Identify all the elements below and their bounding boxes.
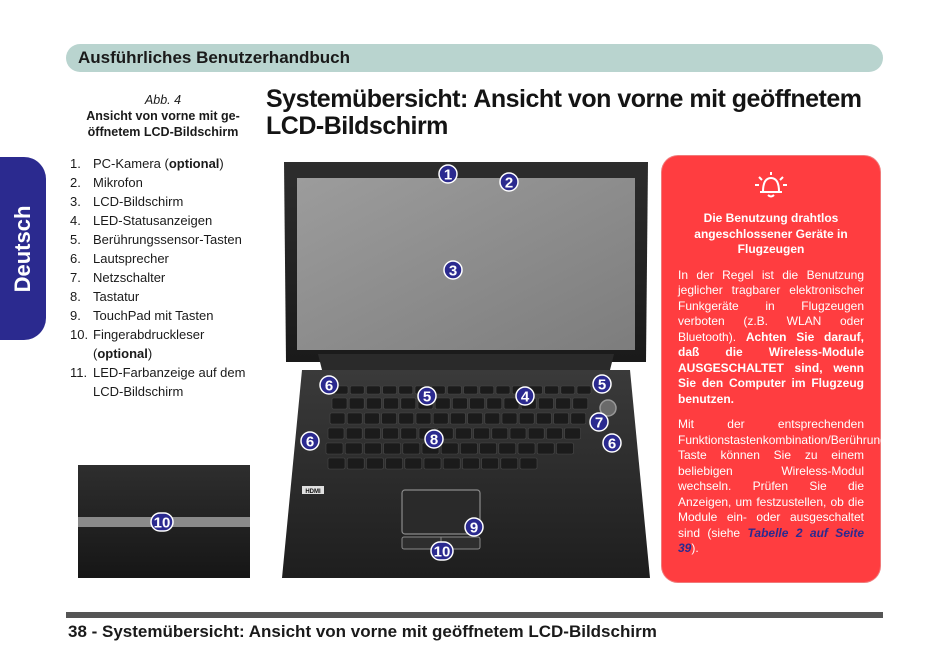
keyboard-key bbox=[382, 413, 397, 424]
laptop-front-photo bbox=[282, 158, 650, 578]
list-item-text: Berührungssensor-Tasten bbox=[93, 232, 242, 247]
page-heading-line1: Systemübersicht: Ansicht von vorne mit geöffnetem bbox=[266, 85, 862, 113]
keyboard-key bbox=[403, 443, 420, 454]
keyboard-key bbox=[435, 398, 450, 409]
keyboard-key bbox=[347, 458, 364, 469]
keyboard-key bbox=[383, 386, 397, 394]
callout-badge-number: 5 bbox=[597, 376, 607, 394]
list-item bbox=[70, 192, 260, 211]
callout-p2-text: Mit der entsprechenden Funktionstastenkombination/Berührungssensor-Taste können Sie zu einem beliebigen Wireless-Modul wechseln. Prüfen Sie die Anzeigen, um festzustellen, ob die Module ein- oder ausgeschaltet sind (siehe bbox=[678, 417, 933, 540]
keyboard-key bbox=[499, 443, 516, 454]
callout-badge-7 bbox=[590, 413, 608, 432]
keyboard-key bbox=[528, 428, 544, 439]
list-item-number: 4. bbox=[70, 213, 81, 228]
list-item-text: LCD-Bildschirm bbox=[93, 194, 184, 209]
callout-badge-number: 8 bbox=[429, 431, 439, 449]
list-item-number: 8. bbox=[70, 289, 81, 304]
keyboard-key bbox=[518, 443, 535, 454]
keyboard-key bbox=[349, 398, 364, 409]
keyboard-key bbox=[519, 413, 534, 424]
list-item bbox=[70, 249, 260, 268]
keyboard-key bbox=[577, 386, 591, 394]
keyboard-key bbox=[328, 458, 345, 469]
keyboard-key bbox=[346, 428, 362, 439]
callout-p2-end: ). bbox=[691, 541, 699, 555]
figure-caption bbox=[74, 92, 252, 140]
keyboard-key bbox=[556, 443, 573, 454]
keyboard-key bbox=[345, 443, 362, 454]
callout-badge-number: 6 bbox=[305, 433, 315, 451]
keyboard-key bbox=[537, 443, 554, 454]
keyboard-key bbox=[384, 443, 401, 454]
list-item bbox=[70, 306, 260, 325]
wireless-warning-icon bbox=[753, 170, 789, 198]
keyboard-key bbox=[485, 413, 500, 424]
keyboard-key bbox=[487, 398, 502, 409]
keyboard-key bbox=[441, 443, 458, 454]
keyboard-key bbox=[443, 458, 460, 469]
keyboard-key bbox=[556, 398, 571, 409]
list-item-number: 3. bbox=[70, 194, 81, 209]
keyboard-key bbox=[447, 386, 461, 394]
list-item-text: Lautsprecher bbox=[93, 251, 169, 266]
keyboard-key bbox=[328, 428, 344, 439]
page-heading-line2: LCD-Bildschirm bbox=[266, 112, 448, 140]
callout-badge-6 bbox=[301, 432, 319, 451]
keyboard-key bbox=[536, 413, 551, 424]
header-bar bbox=[66, 44, 883, 72]
keyboard-key bbox=[383, 428, 399, 439]
keyboard-key bbox=[366, 458, 383, 469]
callout-badge-number: 6 bbox=[324, 377, 334, 395]
footer-text: 38 - Systemübersicht: Ansicht von vorne mit geöffnetem LCD-Bildschirm bbox=[68, 622, 657, 641]
lcd-screen bbox=[297, 178, 635, 350]
callout-p1-emphasis: Achten Sie darauf, daß die Wireless-Module AUSGESCHALTET sind, wenn Sie den Computer im Flugzeug benutzen. bbox=[678, 329, 865, 406]
keyboard-key bbox=[573, 398, 588, 409]
lcd-led-detail-photo bbox=[78, 465, 250, 578]
list-item bbox=[70, 154, 260, 173]
callout-badge-5 bbox=[418, 387, 436, 406]
keyboard-key bbox=[405, 458, 422, 469]
keyboard-key bbox=[347, 413, 362, 424]
keyboard-key bbox=[332, 398, 347, 409]
keyboard-key bbox=[468, 413, 483, 424]
keyboard-key bbox=[482, 458, 499, 469]
keyboard-key bbox=[545, 386, 559, 394]
page-heading bbox=[266, 86, 886, 140]
callout-badge-4 bbox=[516, 387, 534, 406]
keyboard-key bbox=[330, 413, 345, 424]
callout-badge-6 bbox=[320, 376, 338, 395]
list-item bbox=[70, 287, 260, 306]
callout-badge-number: 3 bbox=[448, 262, 458, 280]
list-item-number: 10. bbox=[70, 327, 89, 342]
callout-paragraph-2 bbox=[678, 417, 933, 557]
list-item-number: 6. bbox=[70, 251, 81, 266]
list-item-text: LED-Statusanzeigen bbox=[93, 213, 213, 228]
keyboard-key bbox=[510, 428, 526, 439]
list-item-text: Tastatur bbox=[93, 289, 140, 304]
callout-badge-number: 10 bbox=[433, 543, 451, 561]
keyboard-key bbox=[424, 458, 441, 469]
keyboard-key bbox=[538, 398, 553, 409]
list-item-number: 7. bbox=[70, 270, 81, 285]
list-item bbox=[70, 230, 260, 249]
keyboard-key bbox=[460, 443, 477, 454]
callout-badge-number: 10 bbox=[153, 514, 171, 532]
figure-title-line2: öffnetem LCD-Bildschirm bbox=[87, 125, 239, 139]
keyboard-key bbox=[386, 458, 403, 469]
callout-badge-10 bbox=[431, 542, 453, 561]
keyboard-key bbox=[401, 428, 417, 439]
callout-badge-10 bbox=[151, 513, 173, 532]
callout-paragraph-1 bbox=[678, 268, 864, 408]
callout-badge-5 bbox=[593, 375, 611, 394]
list-item-text: Fingerabdruckleser (optional) bbox=[93, 327, 205, 361]
callout-badge-6 bbox=[603, 434, 621, 453]
callout-badge-3 bbox=[444, 261, 462, 280]
callout-badge-9 bbox=[465, 518, 483, 537]
language-tab-label: Deutsch bbox=[10, 205, 35, 293]
keyboard-key bbox=[571, 413, 586, 424]
list-item-text: Mikrofon bbox=[93, 175, 143, 190]
figure-title-line1: Ansicht von vorne mit ge- bbox=[86, 109, 240, 123]
list-item bbox=[70, 211, 260, 230]
keyboard-key bbox=[364, 443, 381, 454]
callout-p1-text: In der Regel ist die Benutzung jeglicher tragbarer elektronischer Funkgeräte in Flugzeugen verboten (z.B. WLAN oder Bluetooth). bbox=[678, 267, 864, 344]
keyboard-key bbox=[326, 443, 343, 454]
keyboard-key bbox=[401, 398, 416, 409]
keyboard-key bbox=[520, 458, 537, 469]
keyboard-key bbox=[384, 398, 399, 409]
table-reference-link[interactable]: Tabelle 2 auf Seite 39 bbox=[678, 525, 864, 555]
keyboard-key bbox=[462, 458, 479, 469]
keyboard-key bbox=[565, 428, 581, 439]
keyboard-key bbox=[450, 413, 465, 424]
keyboard-key bbox=[492, 428, 508, 439]
keyboard-key bbox=[474, 428, 490, 439]
language-tab bbox=[0, 157, 46, 340]
header-title: Ausführliches Benutzerhandbuch bbox=[78, 48, 351, 67]
keyboard-key bbox=[350, 386, 364, 394]
keyboard-key bbox=[452, 398, 467, 409]
footer-rule bbox=[66, 612, 883, 618]
callout-badge-number: 5 bbox=[422, 388, 432, 406]
keyboard-key bbox=[470, 398, 485, 409]
callout-badge-number: 1 bbox=[443, 166, 453, 184]
callout-badge-number: 6 bbox=[607, 435, 617, 453]
list-item-text: TouchPad mit Tasten bbox=[93, 308, 214, 323]
keyboard-key bbox=[399, 386, 413, 394]
callout-badge-number: 4 bbox=[520, 388, 530, 406]
list-item-text: PC-Kamera (optional) bbox=[93, 156, 224, 171]
keyboard-key bbox=[501, 458, 518, 469]
keyboard-key bbox=[364, 413, 379, 424]
keyboard-key bbox=[502, 413, 517, 424]
keyboard-key bbox=[464, 386, 478, 394]
list-item bbox=[70, 268, 260, 287]
hdmi-logo-text: HDMI bbox=[305, 489, 321, 495]
list-item-number: 9. bbox=[70, 308, 81, 323]
callout-badge-1 bbox=[439, 165, 457, 184]
figure-number: Abb. 4 bbox=[144, 93, 182, 107]
keyboard-key bbox=[366, 386, 380, 394]
keyboard-key bbox=[455, 428, 471, 439]
list-item-number: 11. bbox=[70, 365, 88, 380]
callout-title: Die Benutzung drahtlos angeschlossener Geräte in Flugzeugen bbox=[694, 211, 848, 256]
keyboard-key bbox=[496, 386, 510, 394]
list-item-number: 2. bbox=[70, 175, 81, 190]
keyboard-key bbox=[554, 413, 569, 424]
keyboard-key bbox=[480, 386, 494, 394]
list-item-text: Netzschalter bbox=[93, 270, 166, 285]
list-item bbox=[70, 173, 260, 192]
keyboard-key bbox=[561, 386, 575, 394]
keyboard-key bbox=[480, 443, 497, 454]
warning-callout bbox=[662, 156, 933, 582]
keyboard-key bbox=[546, 428, 562, 439]
callout-badge-8 bbox=[425, 430, 443, 449]
keyboard-key bbox=[364, 428, 380, 439]
list-item bbox=[70, 363, 260, 401]
callout-badge-number: 2 bbox=[504, 174, 514, 192]
callout-badge-number: 7 bbox=[594, 414, 604, 432]
list-item bbox=[70, 325, 260, 363]
callout-badge-number: 9 bbox=[469, 519, 479, 537]
keyboard-key bbox=[416, 413, 431, 424]
callout-badge-2 bbox=[500, 173, 518, 192]
keyboard-key bbox=[399, 413, 414, 424]
parts-list bbox=[70, 154, 260, 401]
list-item-number: 5. bbox=[70, 232, 81, 247]
list-item-text: LED-Farbanzeige auf dem LCD-Bildschirm bbox=[93, 365, 246, 399]
keyboard-key bbox=[366, 398, 381, 409]
keyboard-key bbox=[433, 413, 448, 424]
list-item-number: 1. bbox=[70, 156, 81, 171]
hinge bbox=[318, 354, 614, 370]
